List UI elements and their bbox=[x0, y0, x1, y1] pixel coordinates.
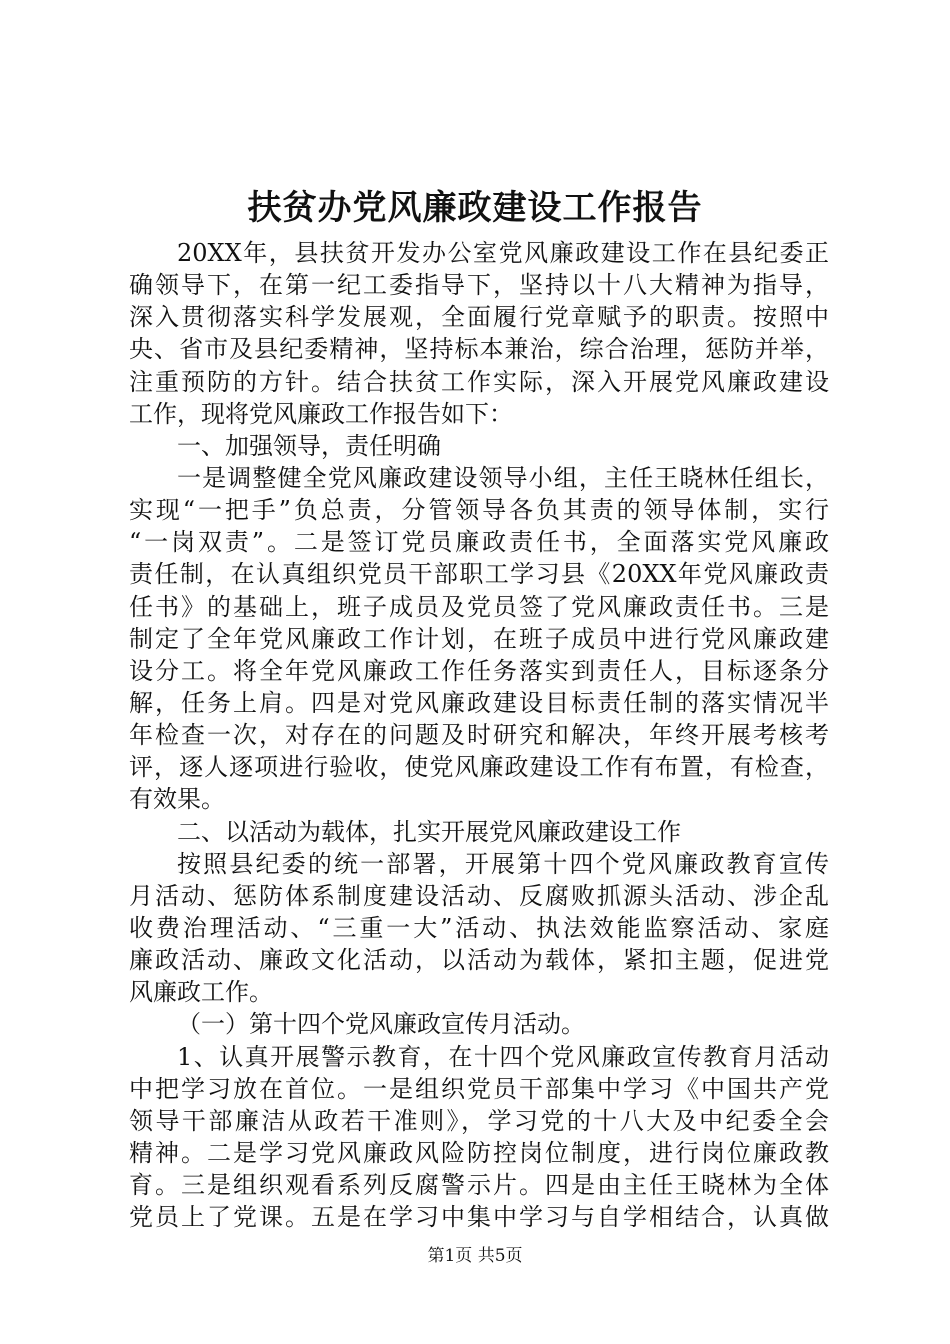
text-line: 央、省市及县纪委精神，坚持标本兼治，综合治理，惩防并举， bbox=[129, 335, 829, 364]
text-line: 收费治理活动、“三重一大”活动、执法效能监察活动、家庭 bbox=[129, 913, 829, 942]
text-line: 年检查一次，对存在的问题及时研究和解决，年终开展考核考 bbox=[129, 721, 829, 750]
text-line: 确领导下，在第一纪工委指导下，坚持以十八大精神为指导， bbox=[129, 271, 829, 300]
text-line: 20XX年，县扶贫开发办公室党风廉政建设工作在县纪委正 bbox=[177, 239, 829, 267]
page-footer: 第1页 共5页 bbox=[427, 1246, 523, 1266]
text-line: 责任制，在认真组织党员干部职工学习县《20XX年党风廉政责 bbox=[129, 560, 829, 589]
text-line: 有效果。 bbox=[129, 785, 225, 814]
text-line: （一）第十四个党风廉政宣传月活动。 bbox=[177, 1010, 585, 1039]
text-line: 设分工。将全年党风廉政工作任务落实到责任人，目标逐条分 bbox=[129, 656, 829, 685]
text-line: 工作，现将党风廉政工作报告如下： bbox=[129, 399, 513, 428]
text-line: 注重预防的方针。结合扶贫工作实际，深入开展党风廉政建设 bbox=[129, 367, 829, 396]
text-line: 精神。二是学习党风廉政风险防控岗位制度，进行岗位廉政教 bbox=[129, 1138, 829, 1167]
text-line: 党员上了党课。五是在学习中集中学习与自学相结合，认真做 bbox=[129, 1203, 829, 1232]
text-line: 二、以活动为载体，扎实开展党风廉政建设工作 bbox=[177, 817, 681, 846]
text-line: 中把学习放在首位。一是组织党员干部集中学习《中国共产党 bbox=[129, 1074, 829, 1103]
text-line: 廉政活动、廉政文化活动，以活动为载体，紧扣主题，促进党 bbox=[129, 946, 829, 975]
document-body bbox=[129, 237, 829, 1233]
text-line: 育。三是组织观看系列反腐警示片。四是由主任王晓林为全体 bbox=[129, 1171, 829, 1200]
text-line: 1、认真开展警示教育，在十四个党风廉政宣传教育月活动 bbox=[177, 1042, 829, 1071]
text-line: 一是调整健全党风廉政建设领导小组，主任王晓林任组长， bbox=[177, 463, 829, 492]
text-line: “一岗双责”。二是签订党员廉政责任书，全面落实党风廉政 bbox=[129, 528, 829, 557]
text-line: 一、加强领导，责任明确 bbox=[177, 431, 441, 460]
text-line: 解，任务上肩。四是对党风廉政建设目标责任制的落实情况半 bbox=[129, 688, 829, 717]
document-title: 扶贫办党风廉政建设工作报告 bbox=[247, 188, 703, 228]
text-line: 深入贯彻落实科学发展观，全面履行党章赋予的职责。按照中 bbox=[129, 303, 829, 332]
text-line: 评，逐人逐项进行验收，使党风廉政建设工作有布置，有检查， bbox=[129, 753, 829, 782]
text-line: 月活动、惩防体系制度建设活动、反腐败抓源头活动、涉企乱 bbox=[129, 881, 829, 910]
text-line: 任书》的基础上，班子成员及党员签了党风廉政责任书。三是 bbox=[129, 592, 829, 621]
text-line: 按照县纪委的统一部署，开展第十四个党风廉政教育宣传 bbox=[177, 849, 829, 878]
text-line: 制定了全年党风廉政工作计划，在班子成员中进行党风廉政建 bbox=[129, 624, 829, 653]
text-line: 实现“一把手”负总责，分管领导各负其责的领导体制，实行 bbox=[129, 496, 829, 525]
text-line: 风廉政工作。 bbox=[129, 978, 273, 1007]
text-line: 领导干部廉洁从政若干准则》，学习党的十八大及中纪委全会 bbox=[129, 1106, 829, 1135]
